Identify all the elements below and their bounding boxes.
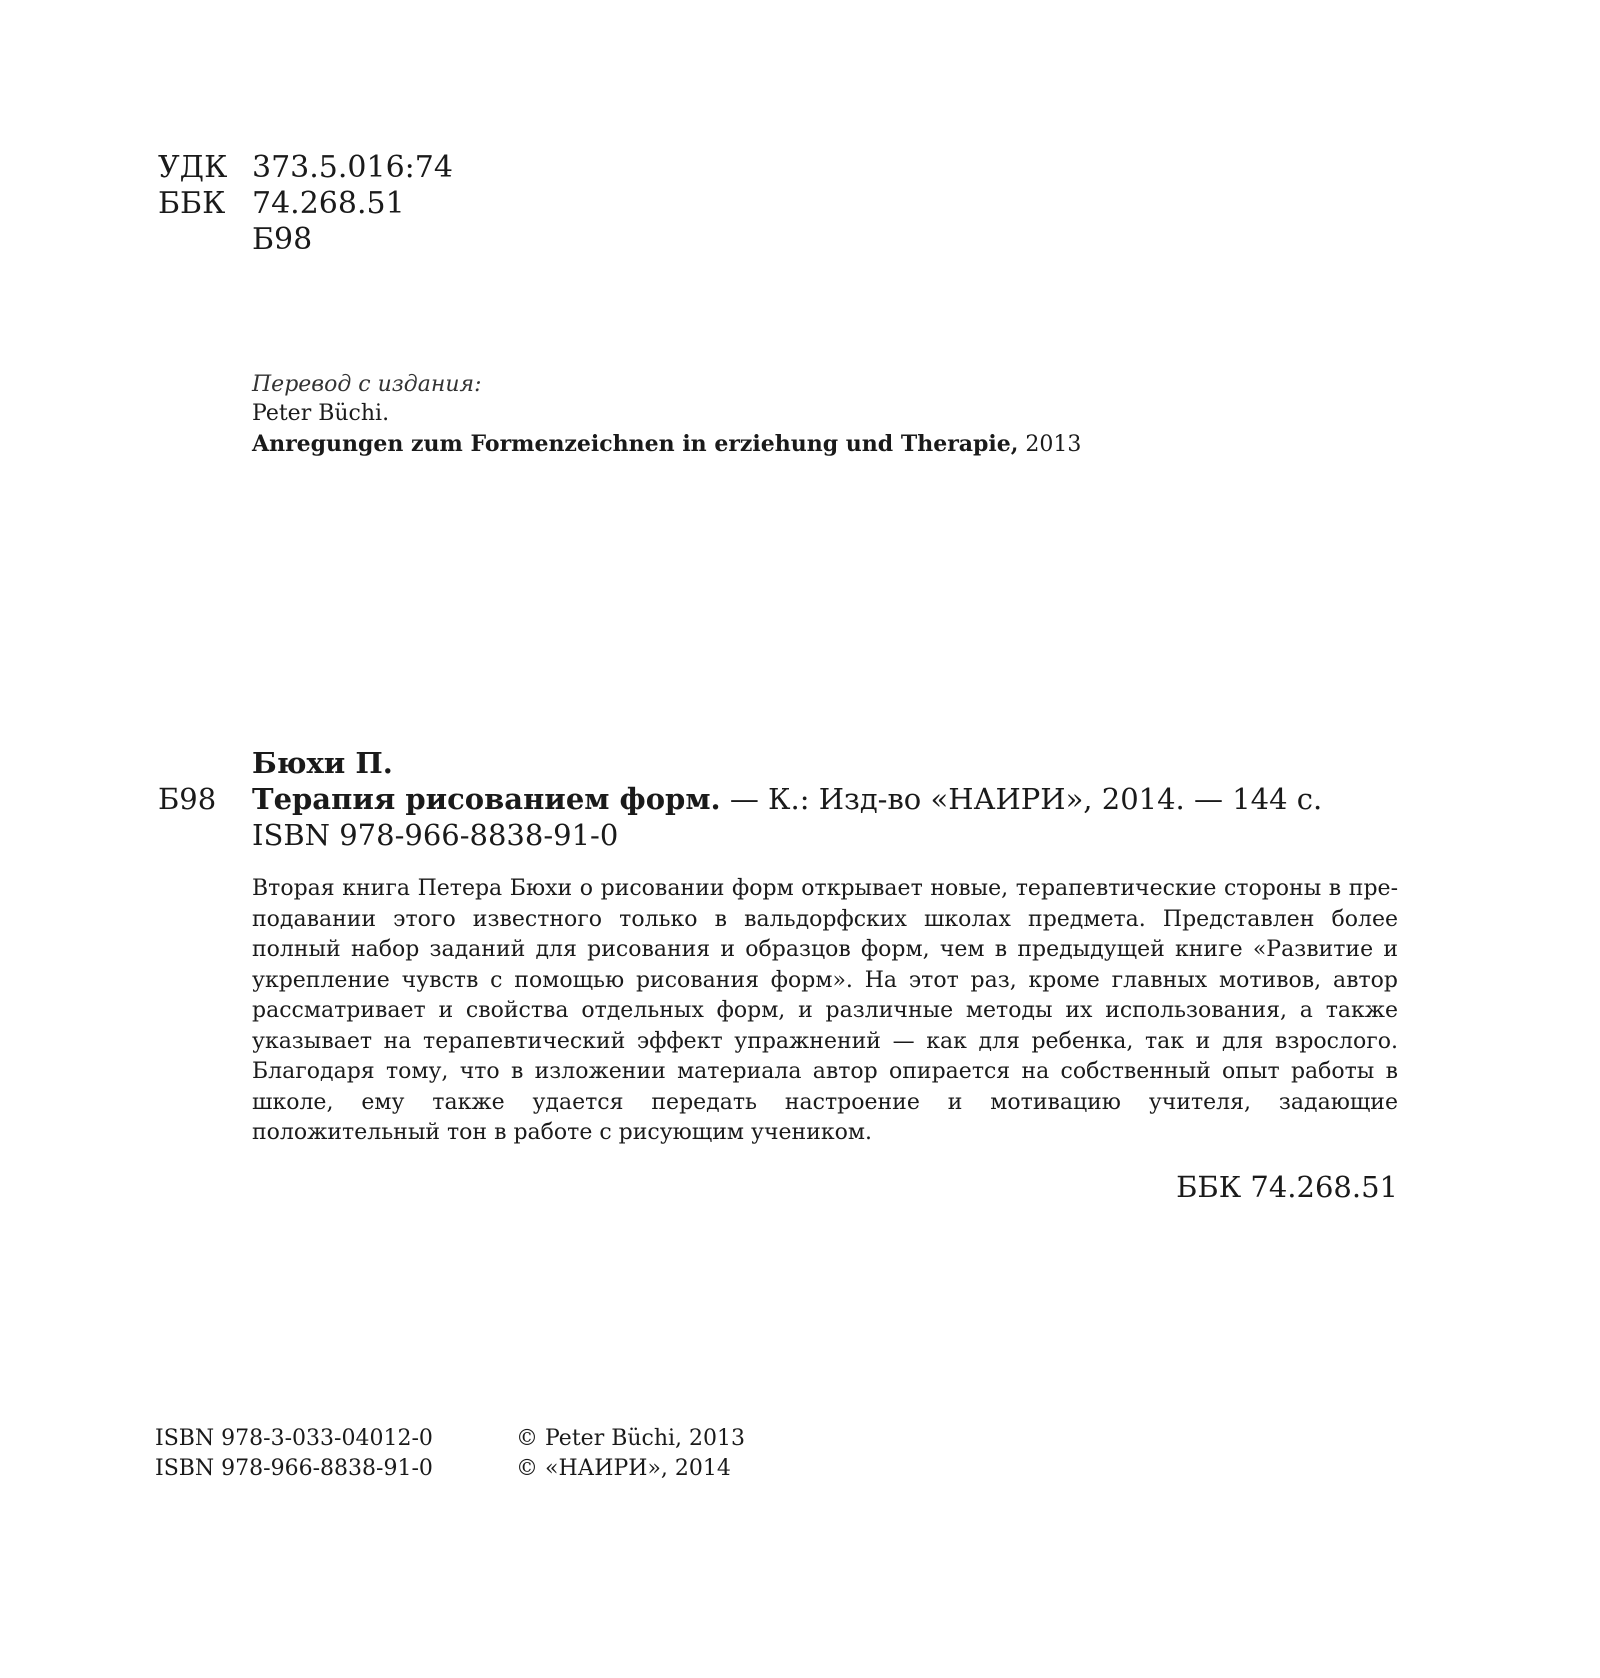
udk-label: УДК [158, 150, 228, 185]
entry-mark: Б98 [158, 782, 217, 816]
author-mark: Б98 [252, 222, 313, 257]
entry-title-line [252, 782, 1322, 816]
original-title-line [252, 431, 1081, 457]
entry-imprint: — К.: Изд-во «НАИРИ», 2014. — 144 с. [720, 782, 1323, 816]
entry-isbn: ISBN 978-966-8838-91-0 [252, 818, 619, 852]
copyright-author: © Peter Büchi, 2013 [516, 1426, 746, 1451]
original-year: 2013 [1018, 432, 1082, 457]
entry-title: Терапия рисованием форм. [252, 782, 721, 816]
udk-value: 373.5.016:74 [252, 150, 453, 185]
copyright-publisher: © «НАИРИ», 2014 [516, 1456, 731, 1481]
isbn-original: ISBN 978-3-033-04012-0 [155, 1426, 433, 1451]
entry-author: Бюхи П. [252, 746, 393, 780]
original-title: Anregungen zum Formenzeichnen in erziehung und Therapie, [252, 431, 1019, 457]
bbk-footer: ББК 74.268.51 [1176, 1170, 1398, 1204]
original-author: Peter Büchi. [252, 401, 390, 426]
bbk-label: ББК [158, 186, 226, 221]
annotation-text: Вторая книга Петера Бюхи о рисовании форм открывает новые, терапевтические стороны в преподавании этого известного только в вальдорфских школах предмета. Представлен более полный набор заданий для рисования и образцов форм, чем в предыдущей книге «Развитие и укрепление чувств с помощью рисования форм». На этот раз, кроме главных мотивов, автор рассматривает и свойства отдельных форм, и различные методы их использования, а также указывает на терапевтический эффект упражнений — как для ребенка, так и для взрослого. Благодаря тому, что в изложении материала автор опирается на собственный опыт работы в школе, ему также удается передать настроение и мотивацию учителя, задающие положительный тон в работе с рисующим учеником. [252, 876, 1398, 1145]
translation-note: Перевод с издания: [252, 372, 482, 397]
bbk-value: 74.268.51 [252, 186, 405, 221]
isbn-translation: ISBN 978-966-8838-91-0 [155, 1456, 433, 1481]
